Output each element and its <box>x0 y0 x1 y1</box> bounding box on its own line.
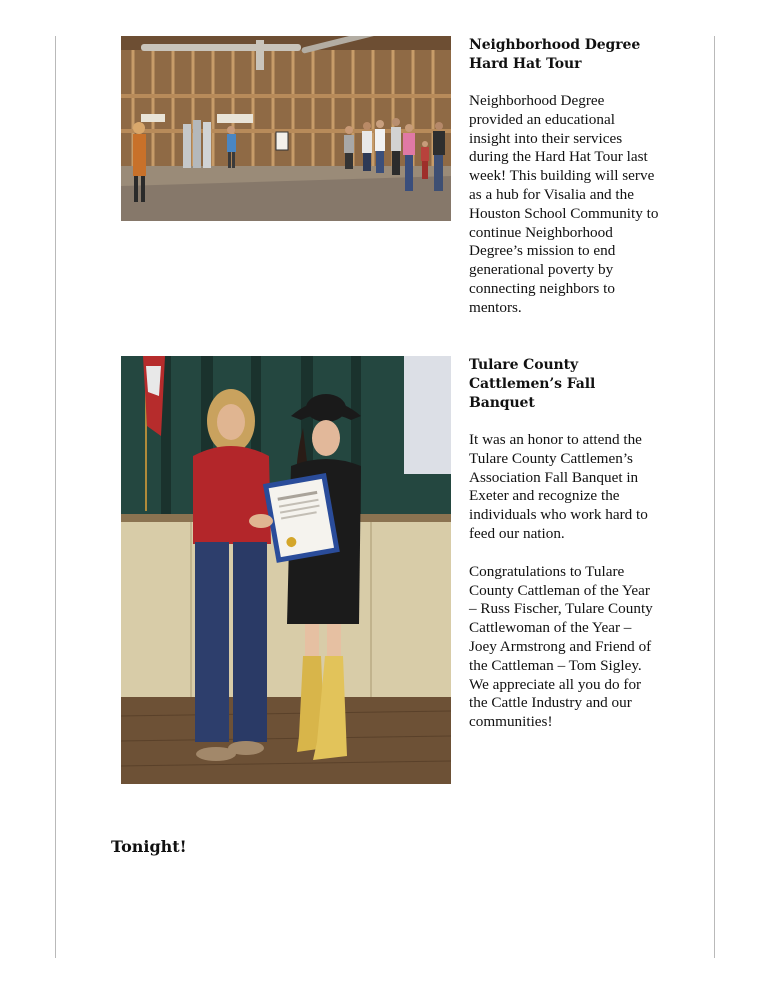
cattlemen-banquet-photo <box>121 356 451 784</box>
left-page-rule <box>55 36 56 958</box>
right-page-rule <box>714 36 715 958</box>
section-heading: Tonight! <box>111 837 187 856</box>
hard-hat-tour-photo <box>121 36 451 221</box>
story-paragraph: Congratulations to Tulare County Cattleman of the Year – Russ Fischer, Tulare County Cattlewoman of the Year – Joey Armstrong and Friend of the Cattleman – Tom Sigley. We appreciate all you do for the Cattle Industry and our communities! <box>469 562 653 731</box>
story-hard-hat-tour <box>469 36 659 318</box>
story-paragraph: Neighborhood Degree provided an educational insight into their services during the Hard Hat Tour last week! This building will serve as a hub for Visalia and the Houston School Community to continue Neighborhood Degree’s mission to end generational poverty by connecting neighbors to mentors. <box>469 92 659 316</box>
story-cattlemen-banquet <box>469 356 659 732</box>
story-title: Neighborhood Degree Hard Hat Tour <box>469 37 641 72</box>
story-title: Tulare County Cattlemen’s Fall Banquet <box>469 357 596 411</box>
story-paragraph: It was an honor to attend the Tulare County Cattlemen’s Association Fall Banquet in Exeter and recognize the individuals who work hard to feed our nation. <box>469 431 648 542</box>
